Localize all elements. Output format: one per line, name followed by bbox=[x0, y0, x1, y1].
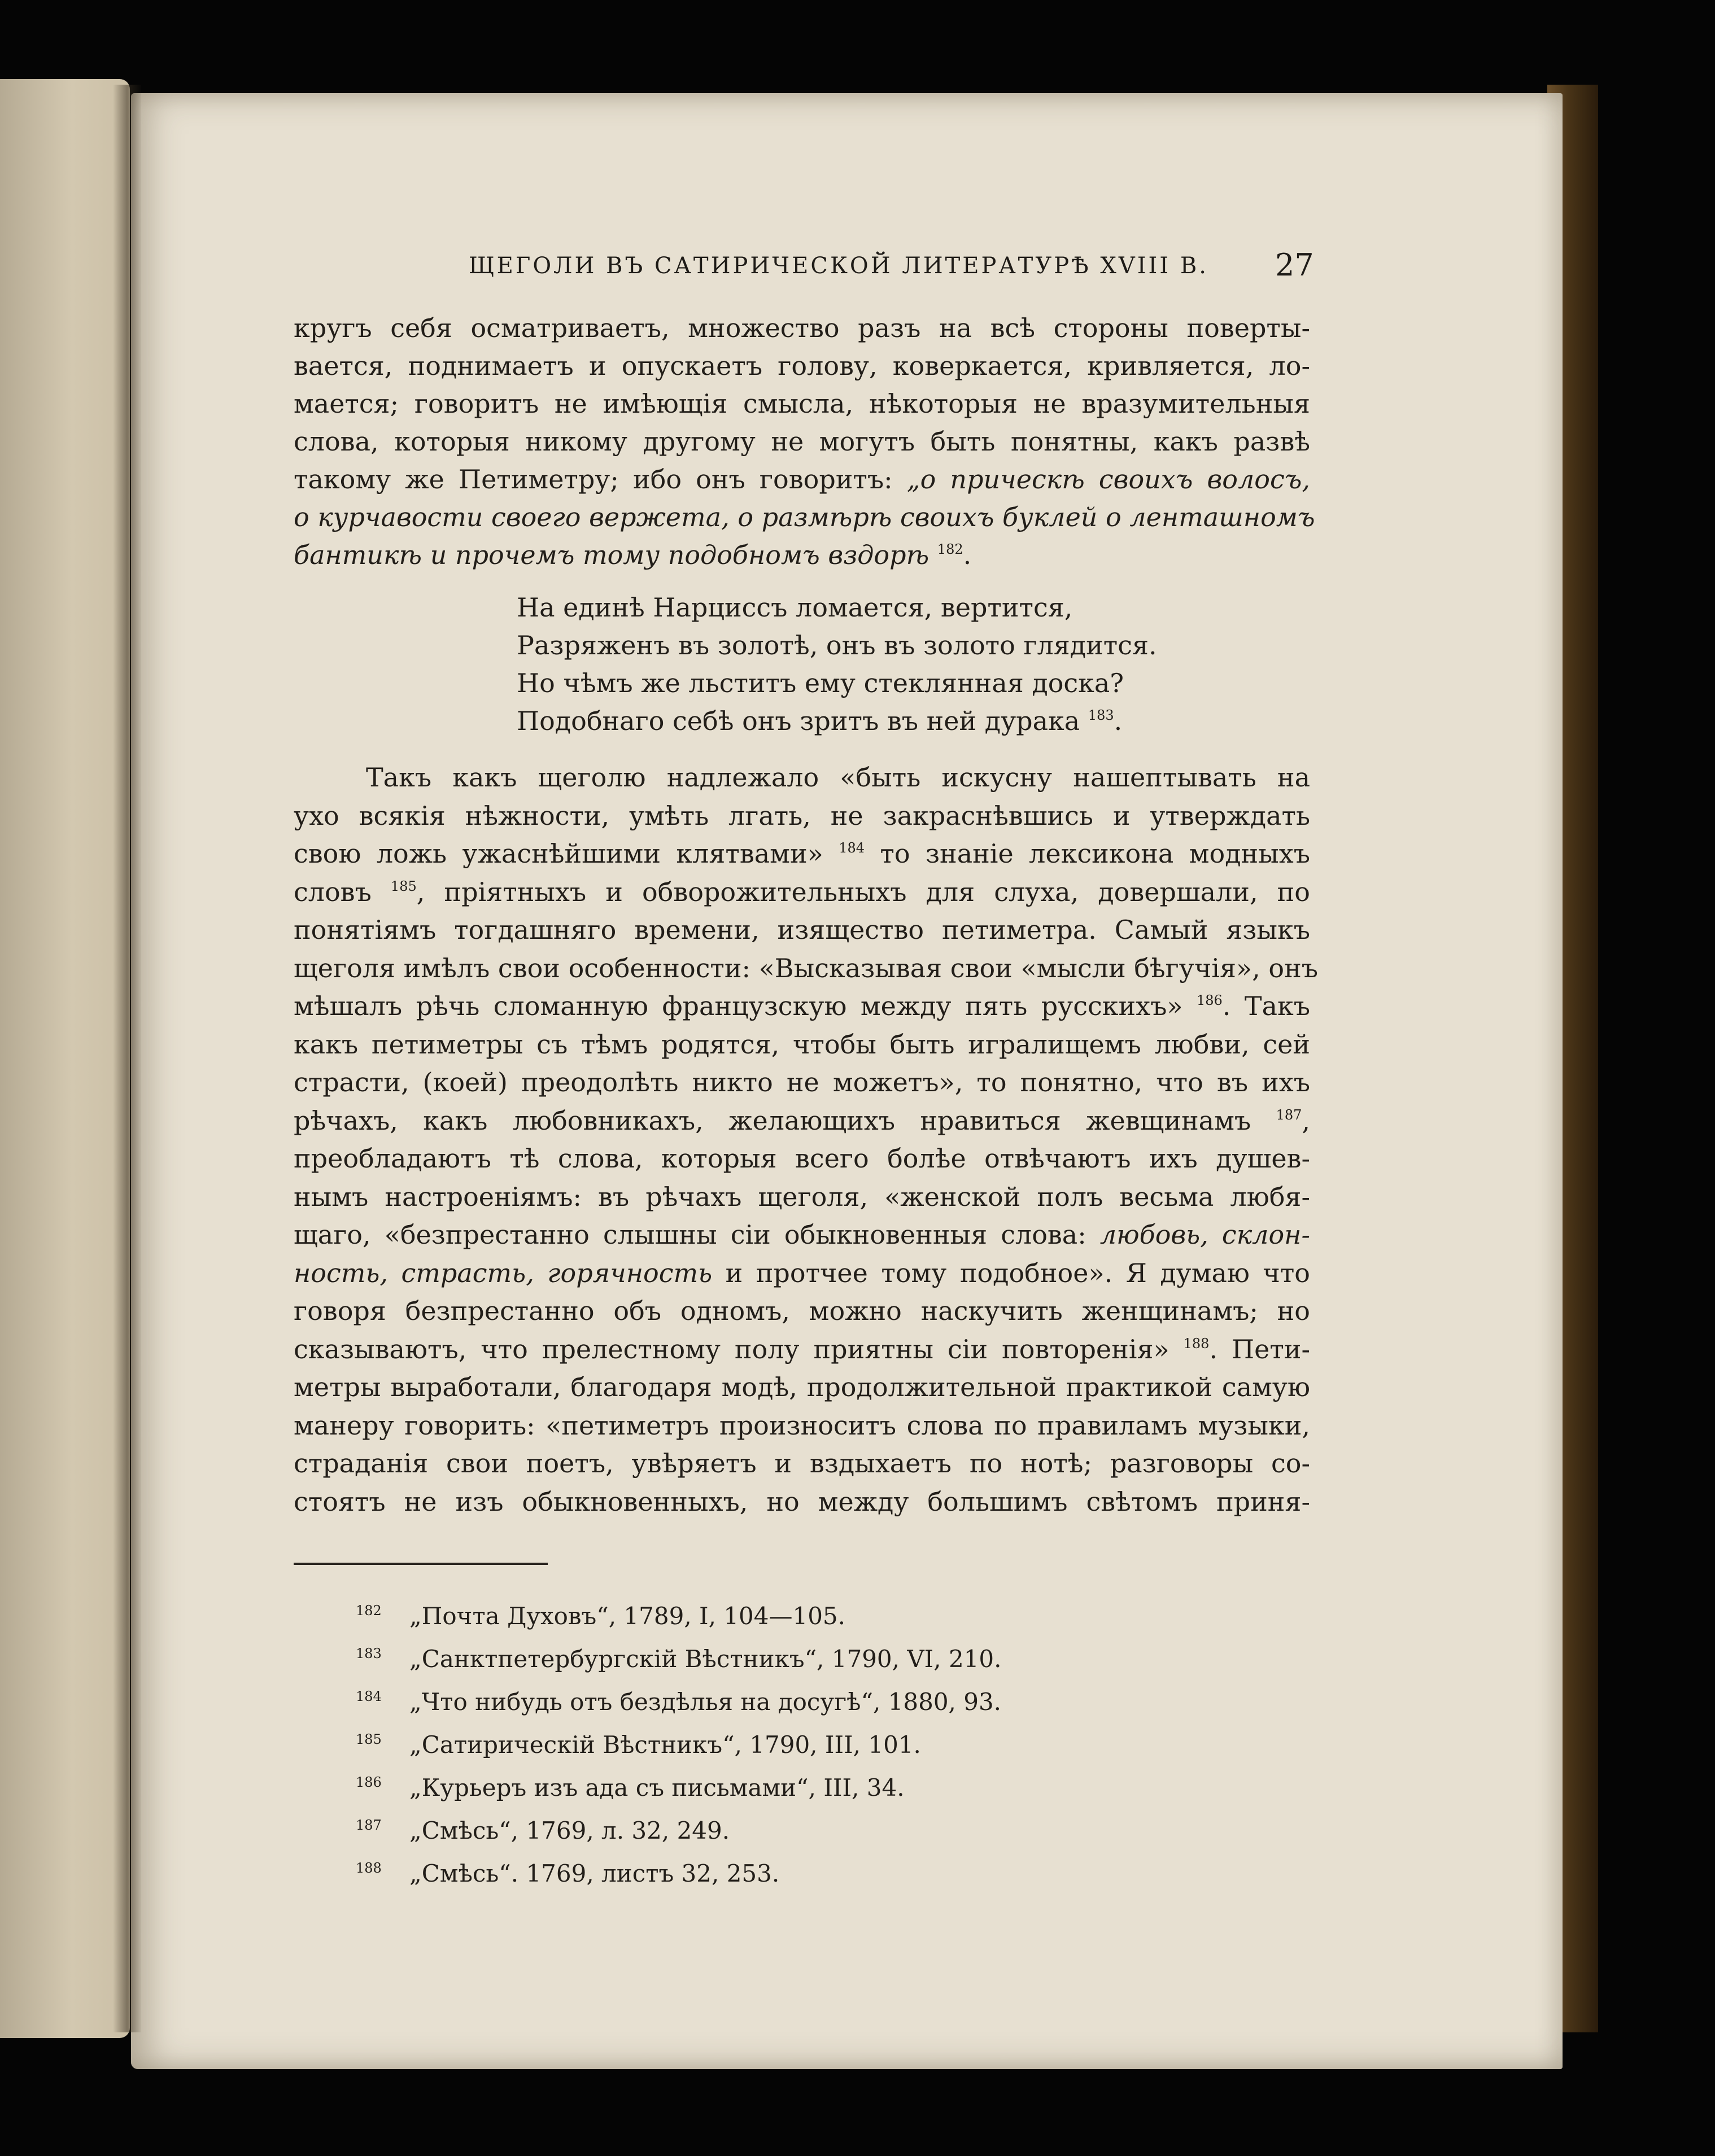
text-line: ность, страсть, горячность и протчее тому подобное». Я думаю что bbox=[294, 1257, 1310, 1288]
running-title: ЩЕГОЛИ ВЪ САТИРИЧЕСКОЙ ЛИТЕРАТУРѢ XVIII В. bbox=[469, 253, 1208, 279]
paragraph-1 bbox=[294, 309, 1315, 574]
text-line: страданія свои поетъ, увѣряетъ и вздыхаетъ по нотѣ; разговоры со- bbox=[294, 1448, 1310, 1479]
text-line: бантикѣ и прочемъ тому подобномъ вздорѣ $^{182}$. bbox=[294, 540, 972, 570]
footnote: 187 „Смѣсь“, 1769, л. 32, 249. bbox=[356, 1817, 730, 1844]
verse-line: На единѣ Нарциссъ ломается, вертится, bbox=[517, 592, 1073, 623]
text-line: манеру говорить: «петиметръ произноситъ слова по правиламъ музыки, bbox=[294, 1410, 1310, 1441]
text-line: мается; говоритъ не имѣющія смысла, нѣкоторыя не вразумительныя bbox=[294, 388, 1310, 419]
text-line: мѣшалъ рѣчь сломанную французскую между пять русскихъ» $^{186}$. Такъ bbox=[294, 991, 1311, 1021]
verse-quotation bbox=[517, 589, 1251, 740]
text-line: свою ложь ужаснѣйшими клятвами» $^{184}$ то знаніе лексикона модныхъ bbox=[294, 838, 1310, 869]
footnote-ref: 185 bbox=[390, 878, 417, 894]
footnote-ref: 184 bbox=[839, 840, 865, 856]
footnote: 184 „Что нибудь отъ бездѣлья на досугѣ“, 1880, 93. bbox=[356, 1688, 1002, 1716]
text-line: словъ $^{185}$, пріятныхъ и обворожительныхъ для слуха, довершали, по bbox=[294, 876, 1310, 907]
footnote-ref: 182 bbox=[937, 541, 963, 557]
text-line: преобладаютъ тѣ слова, которыя всего болѣе отвѣчаютъ ихъ душев- bbox=[294, 1143, 1310, 1174]
text-line: какъ петиметры съ тѣмъ родятся, чтобы быть игралищемъ любви, сей bbox=[294, 1029, 1310, 1060]
text-line: о курчавости своего вержета, о размѣрѣ своихъ буклей о ленташномъ bbox=[294, 502, 1315, 532]
paragraph-2 bbox=[294, 759, 1318, 1521]
footnote-ref: 187 bbox=[1276, 1107, 1302, 1123]
footnotes bbox=[356, 1592, 1146, 1892]
text-line: стоятъ не изъ обыкновенныхъ, но между большимъ свѣтомъ приня- bbox=[294, 1486, 1310, 1517]
footnote: 188 „Смѣсь“. 1769, листъ 32, 253. bbox=[356, 1860, 780, 1887]
text-line: кругъ себя осматриваетъ, множество разъ на всѣ стороны поверты- bbox=[294, 313, 1310, 343]
text-line: страсти, (коей) преодолѣть никто не можетъ», то понятно, что въ ихъ bbox=[294, 1067, 1310, 1097]
footnote: 183 „Санктпетербургскій Вѣстникъ“, 1790, VI, 210. bbox=[356, 1645, 1002, 1673]
text-line: ухо всякія нѣжности, умѣть лгать, не закраснѣвшись и утверждать bbox=[294, 800, 1310, 831]
text-line: нымъ настроеніямъ: въ рѣчахъ щеголя, «женской полъ весьма любя- bbox=[294, 1181, 1310, 1212]
text-line: щеголя имѣлъ свои особенности: «Высказывая свои «мысли бѣгучія», онъ bbox=[294, 952, 1318, 983]
verse-line: Подобнаго себѣ онъ зритъ въ ней дурака $^{183}$. bbox=[517, 706, 1123, 736]
page-gutter-shadow bbox=[113, 85, 141, 2032]
footnote-ref: 188 bbox=[1183, 1335, 1210, 1352]
text-line: метры выработали, благодаря модѣ, продолжительной практикой самую bbox=[294, 1372, 1310, 1402]
footnote-divider bbox=[294, 1563, 548, 1565]
text-line: вается, поднимаетъ и опускаетъ голову, коверкается, кривляется, ло- bbox=[294, 351, 1310, 381]
page-number: 27 bbox=[1275, 247, 1314, 283]
footnote: 185 „Сатирическій Вѣстникъ“, 1790, III, 101. bbox=[356, 1731, 921, 1759]
text-line: рѣчахъ, какъ любовникахъ, желающихъ нравиться жевщинамъ $^{187}$, bbox=[294, 1105, 1310, 1136]
text-line: такому же Петиметру; ибо онъ говоритъ: „о прическѣ своихъ волосъ, bbox=[294, 464, 1311, 495]
footnote-ref: 183 bbox=[1088, 707, 1114, 723]
text-line: сказываютъ, что прелестному полу приятны сіи повторенія» $^{188}$. Пети- bbox=[294, 1333, 1310, 1365]
text-line: понятіямъ тогдашняго времени, изящество петиметра. Самый языкъ bbox=[294, 915, 1310, 945]
text-line: слова, которыя никому другому не могутъ быть понятны, какъ развѣ bbox=[294, 426, 1310, 457]
text-line: щаго, «безпрестанно слышны сіи обыкновенныя слова: любовь, склон- bbox=[294, 1219, 1310, 1250]
text-line: говоря безпрестанно объ одномъ, можно наскучить женщинамъ; но bbox=[294, 1296, 1310, 1326]
footnote-ref: 186 bbox=[1196, 992, 1223, 1008]
verse-line: Разряженъ въ золотѣ, онъ въ золото глядится. bbox=[517, 630, 1157, 661]
footnote: 186 „Курьеръ изъ ада съ письмами“, III, 34. bbox=[356, 1774, 905, 1801]
verse-line: Но чѣмъ же льститъ ему стеклянная доска? bbox=[517, 668, 1124, 698]
text-line: Такъ какъ щеголю надлежало «быть искусну нашептывать на bbox=[366, 762, 1310, 793]
footnote: 182 „Почта Духовъ“, 1789, I, 104—105. bbox=[356, 1602, 845, 1630]
facing-page-edge bbox=[0, 79, 130, 2038]
